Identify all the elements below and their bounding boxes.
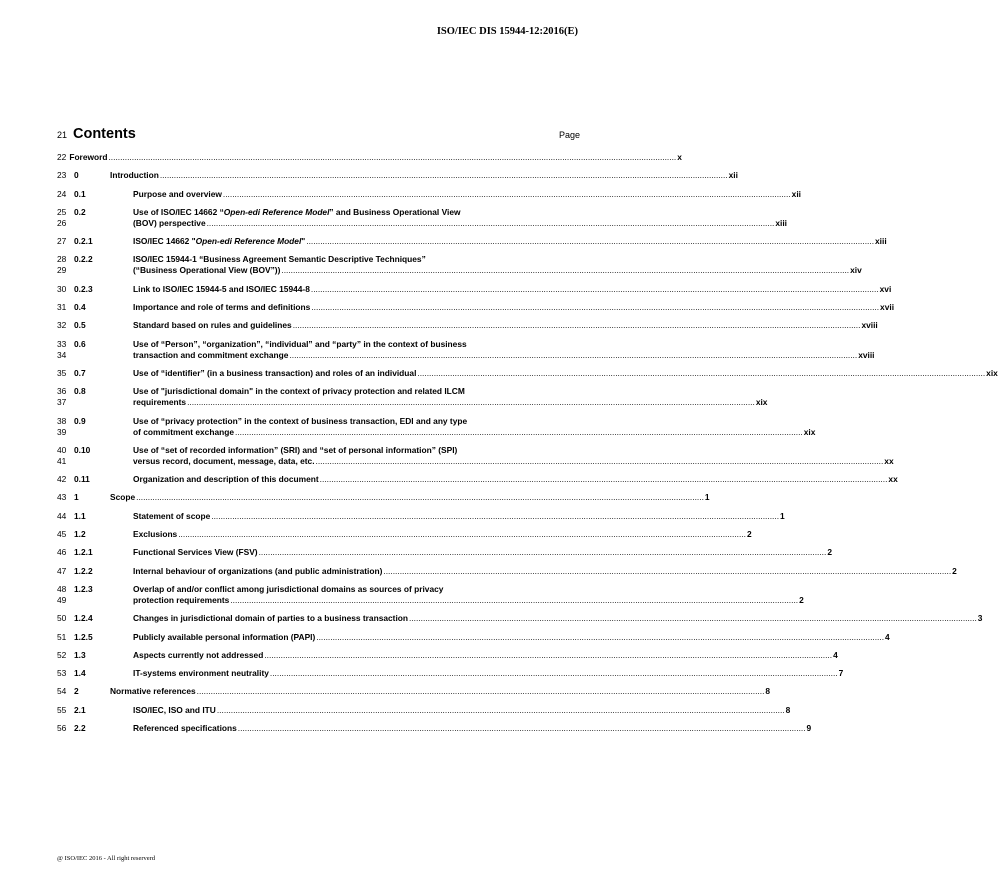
section-number: 1.3 [74, 649, 86, 660]
line-number: 34 [57, 349, 67, 360]
section-title: Normative references [110, 686, 196, 697]
section-number: 0.10 [74, 444, 91, 455]
line-number: 39 [57, 426, 67, 437]
toc-entry[interactable] [57, 236, 887, 247]
toc-entry[interactable] [57, 723, 812, 734]
section-title: Exclusions [133, 529, 178, 540]
line-numbers [57, 302, 66, 313]
line-numbers [57, 474, 66, 485]
section-title-line: Use of “privacy protection” in the context of business transaction, EDI and any type [133, 415, 468, 426]
dot-leader [270, 668, 838, 679]
toc-entry[interactable] [57, 386, 768, 408]
section-number: 0.9 [74, 415, 86, 426]
section-title: of commitment exchange [133, 426, 234, 437]
line-number: 45 [57, 529, 67, 540]
page-number: 2 [827, 547, 832, 558]
toc-entry[interactable] [57, 444, 894, 467]
contents-title: Contents [73, 126, 136, 142]
line-numbers [57, 236, 66, 247]
toc-entry[interactable] [57, 415, 816, 438]
line-number: 22 [57, 152, 67, 162]
line-numbers [57, 152, 69, 163]
line-numbers [57, 650, 66, 661]
line-numbers [57, 723, 66, 734]
page-number: xiv [850, 265, 862, 276]
line-numbers [57, 368, 66, 379]
section-title: Publicly available personal information (PAPI) [133, 631, 316, 642]
page-number: xii [791, 188, 801, 199]
section-title: Aspects currently not addressed [133, 649, 264, 660]
section-title: (BOV) perspective [133, 217, 206, 228]
dot-leader [217, 705, 785, 716]
section-number: 2 [74, 686, 79, 697]
line-number: 32 [57, 320, 67, 331]
section-title: ISO/IEC, ISO and ITU [133, 704, 216, 715]
line-numbers [57, 170, 66, 181]
section-number: 0.4 [74, 302, 86, 313]
toc-entry[interactable] [57, 631, 890, 643]
section-title: requirements [133, 397, 187, 408]
section-number: 0.8 [74, 386, 86, 397]
line-number: 33 [57, 338, 67, 349]
toc-entry[interactable] [57, 704, 791, 716]
section-title: Foreword [69, 152, 108, 162]
section-title: Organization and description of this document [133, 474, 319, 485]
section-number: 0.7 [74, 367, 86, 378]
copyright-footer: @ ISO/IEC 2016 - All right reserverd [57, 855, 156, 862]
line-number: 40 [57, 444, 67, 455]
page-number: 2 [952, 565, 957, 576]
dot-leader [264, 650, 832, 661]
line-number: 44 [57, 510, 67, 521]
section-number: 1.2.4 [74, 613, 93, 624]
section-number: 1.4 [74, 668, 86, 679]
line-numbers [57, 320, 66, 331]
toc-entry[interactable] [57, 254, 862, 276]
section-number: 1 [74, 492, 79, 503]
line-number: 41 [57, 455, 67, 466]
page-number: xx [884, 455, 894, 466]
section-title: Link to ISO/IEC 15944-5 and ISO/IEC 15944-8 [133, 283, 310, 294]
section-title: (“Business Operational View (BOV”)) [133, 265, 281, 276]
toc-entry[interactable] [57, 668, 844, 679]
line-number: 23 [57, 170, 67, 181]
toc-entry[interactable] [57, 152, 682, 163]
section-title-line: Use of “set of recorded information” (SRI) and “set of personal information” (SPI) [133, 444, 458, 455]
line-number: 43 [57, 492, 67, 503]
line-number: 55 [57, 704, 67, 715]
line-number: 26 [57, 217, 67, 228]
line-number: 25 [57, 206, 67, 217]
line-number: 30 [57, 283, 67, 294]
line-numbers [57, 207, 66, 229]
dot-leader [136, 492, 704, 503]
page-number: 2 [799, 594, 804, 605]
dot-leader [306, 236, 874, 247]
dot-leader [281, 265, 849, 276]
page-number: xix [755, 397, 768, 408]
line-numbers [57, 584, 66, 606]
section-title: Importance and role of terms and definitions [133, 302, 311, 313]
line-number: 52 [57, 649, 67, 660]
toc-entry[interactable] [57, 649, 838, 661]
section-title: transaction and commitment exchange [133, 349, 289, 360]
section-title: Referenced specifications [133, 723, 237, 734]
section-title-line: Use of ISO/IEC 14662 “Open-edi Reference Model” and Business Operational View [133, 206, 461, 217]
section-number: 0.2.3 [74, 283, 93, 294]
toc-entry[interactable] [57, 583, 804, 606]
dot-leader [417, 368, 985, 379]
section-title-line: ISO/IEC 15944-1 “Business Agreement Semantic Descriptive Techniques” [133, 254, 426, 265]
toc-entry[interactable] [57, 613, 983, 624]
section-title: Purpose and overview [133, 188, 222, 199]
line-numbers [57, 566, 66, 577]
section-number: 2.1 [74, 704, 86, 715]
page-number: 1 [780, 510, 785, 521]
section-title: versus record, document, message, data, etc. [133, 455, 315, 466]
toc-entry[interactable] [57, 529, 752, 540]
toc-entry[interactable] [57, 492, 710, 503]
line-number: 56 [57, 723, 67, 734]
line-number: 27 [57, 236, 67, 247]
toc-entry[interactable] [57, 338, 875, 361]
line-number: 36 [57, 386, 67, 397]
toc-entry[interactable] [57, 188, 801, 200]
section-number: 0.5 [74, 320, 86, 331]
dot-leader [259, 547, 827, 558]
dot-leader [178, 529, 746, 540]
dot-leader [289, 350, 857, 361]
line-number: 29 [57, 265, 67, 276]
dot-leader [223, 189, 791, 200]
toc-entry[interactable] [57, 302, 895, 313]
section-title: Changes in jurisdictional domain of parties to a business transaction [133, 613, 409, 624]
line-numbers [57, 445, 66, 467]
page-number: xviii [858, 349, 875, 360]
section-number: 1.2 [74, 529, 86, 540]
section-number: 0.2 [74, 206, 86, 217]
contents-heading-row [57, 124, 580, 142]
page-number: 7 [838, 668, 844, 679]
dot-leader [316, 632, 884, 643]
line-numbers [57, 547, 66, 558]
line-number: 53 [57, 668, 67, 679]
line-numbers [57, 492, 66, 503]
section-title: Use of “identifier” (in a business transaction) and roles of an individual [133, 367, 417, 378]
dot-leader [197, 686, 765, 697]
line-number: 50 [57, 613, 67, 624]
page-number: xiii [875, 236, 887, 247]
dot-leader [235, 427, 803, 438]
line-number: 35 [57, 367, 67, 378]
toc-entry[interactable] [57, 474, 898, 485]
section-number: 0.2.2 [74, 254, 93, 265]
page-number: xvi [879, 283, 892, 294]
dot-leader [238, 723, 806, 734]
section-number: 0.1 [74, 188, 86, 199]
page-number: 4 [885, 631, 890, 642]
line-numbers [57, 339, 66, 361]
line-number: 31 [57, 302, 67, 313]
section-title: Introduction [110, 170, 159, 181]
section-title: protection requirements [133, 594, 230, 605]
section-number: 0.11 [74, 474, 90, 485]
line-number: 54 [57, 686, 67, 697]
line-number: 42 [57, 474, 67, 485]
line-numbers [57, 529, 66, 540]
dot-leader [108, 152, 676, 163]
line-number: 51 [57, 631, 67, 642]
line-numbers [57, 705, 66, 716]
line-numbers [57, 686, 66, 697]
page-number: xx [888, 474, 898, 485]
line-numbers [57, 668, 66, 679]
page-number: xix [803, 426, 816, 437]
line-numbers [57, 613, 66, 624]
section-number: 1.2.5 [74, 631, 93, 642]
section-number: 0.6 [74, 338, 86, 349]
toc-entry[interactable] [57, 686, 771, 697]
section-title-line: Overlap of and/or conflict among jurisdictional domains as sources of privacy [133, 583, 444, 594]
table-of-contents [57, 152, 998, 741]
section-number: 1.2.2 [74, 565, 93, 576]
line-number: 28 [57, 254, 67, 265]
line-number: 46 [57, 547, 67, 558]
section-number: 2.2 [74, 723, 86, 734]
page-number: 8 [765, 686, 771, 697]
page-number: 1 [704, 492, 710, 503]
dot-leader [187, 397, 755, 408]
toc-entry[interactable] [57, 170, 738, 181]
toc-entry[interactable] [57, 367, 998, 379]
section-title: Standard based on rules and guidelines [133, 320, 292, 331]
page-number: 8 [785, 704, 791, 715]
page-number: x [677, 152, 682, 162]
page-number: 2 [746, 529, 752, 540]
dot-leader [311, 302, 879, 313]
section-number: 1.1 [74, 510, 86, 521]
line-numbers [57, 284, 66, 295]
toc-entry[interactable] [57, 283, 892, 295]
section-title: IT-systems environment neutrality [133, 668, 269, 679]
section-title-line: Use of “Person”, “organization”, “individual” and “party” in the context of business [133, 338, 467, 349]
section-title-line: Use of "jurisdictional domain" in the context of privacy protection and related ILCM [133, 386, 465, 397]
line-number: 37 [57, 397, 67, 408]
page-number: 4 [833, 649, 838, 660]
line-number: 21 [57, 130, 68, 140]
line-numbers [57, 632, 66, 643]
section-title: Scope [110, 492, 136, 503]
section-title: Functional Services View (FSV) [133, 547, 258, 558]
line-number: 38 [57, 415, 67, 426]
line-numbers [57, 416, 66, 438]
page-number: xix [986, 367, 998, 378]
line-numbers [57, 189, 66, 200]
line-number: 24 [57, 188, 67, 199]
section-title: ISO/IEC 14662 "Open-edi Reference Model" [133, 236, 306, 247]
toc-entry[interactable] [57, 320, 878, 331]
dot-leader [207, 218, 775, 229]
dot-leader [293, 320, 861, 331]
dot-leader [230, 595, 798, 606]
page-number: xiii [775, 217, 787, 228]
section-number: 1.2.1 [74, 547, 93, 558]
line-numbers [57, 511, 66, 522]
dot-leader [160, 170, 728, 181]
section-title: Internal behaviour of organizations (and public administration) [133, 565, 383, 576]
line-numbers [57, 254, 66, 276]
dot-leader [383, 566, 951, 577]
page-number: xviii [861, 320, 878, 331]
toc-entry[interactable] [57, 510, 785, 522]
line-number: 47 [57, 565, 67, 576]
line-number: 48 [57, 583, 67, 594]
page-number: xii [728, 170, 738, 181]
section-number: 1.2.3 [74, 583, 93, 594]
line-numbers [57, 386, 66, 408]
dot-leader [316, 456, 884, 467]
page-number: 9 [806, 723, 812, 734]
dot-leader [320, 474, 888, 485]
toc-entry[interactable] [57, 206, 787, 229]
dot-leader [409, 613, 977, 624]
page-column-label: Page [558, 130, 580, 140]
page-number: xvii [880, 302, 895, 313]
document-header: ISO/IEC DIS 15944-12:2016(E) [436, 26, 578, 37]
section-title: Statement of scope [133, 510, 211, 521]
section-number: 0 [74, 170, 79, 181]
page-number: 3 [977, 613, 983, 624]
line-number: 49 [57, 594, 67, 605]
toc-entry[interactable] [57, 547, 832, 558]
dot-leader [311, 284, 879, 295]
dot-leader [211, 511, 779, 522]
toc-entry[interactable] [57, 565, 957, 577]
section-number: 0.2.1 [74, 236, 93, 247]
